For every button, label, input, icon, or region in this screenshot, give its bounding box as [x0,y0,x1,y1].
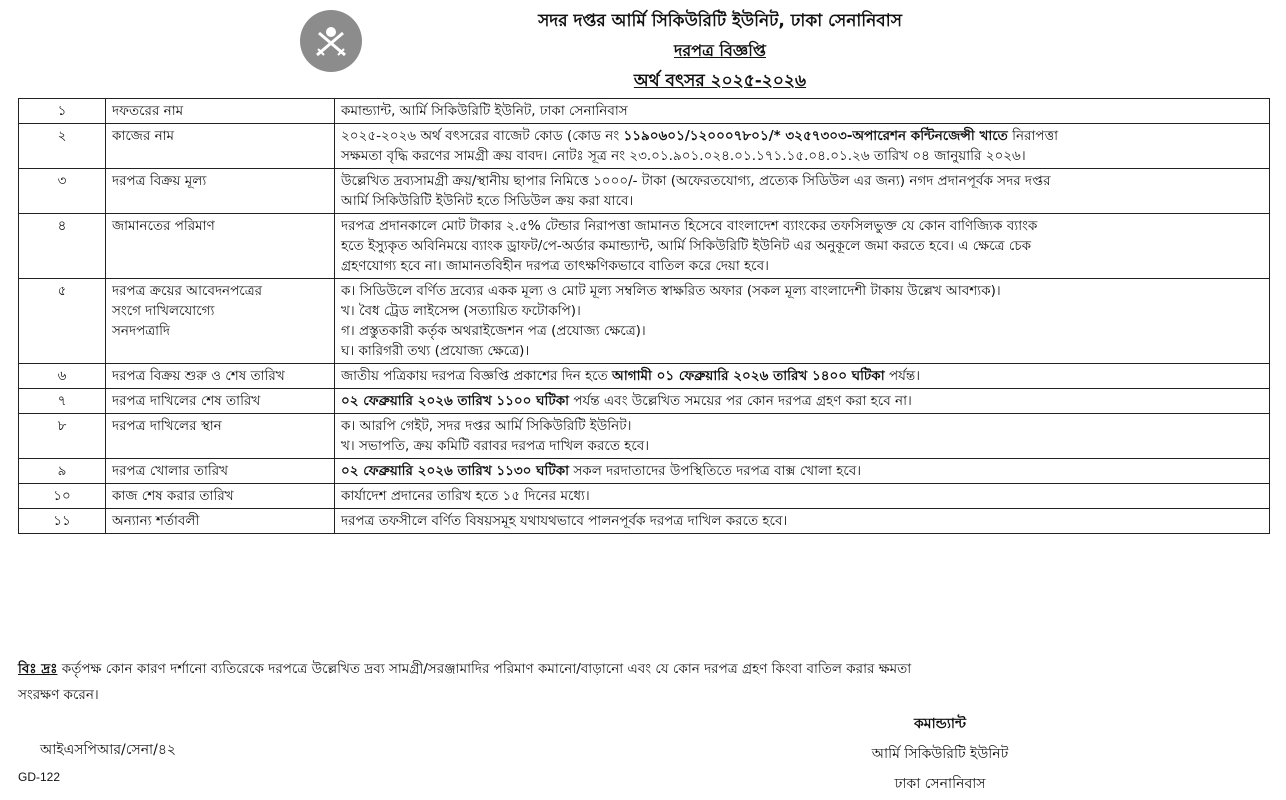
table-row [19,484,1270,509]
row-detail: ০২ ফেব্রুয়ারি ২০২৬ তারিখ ১১৩০ ঘটিকা সকল দরদাতাদের উপস্থিতিতে দরপত্র বাক্স খোলা হবে। [335,459,1270,484]
crossed-swords-emblem-icon [300,10,362,72]
row-label: দরপত্র ক্রয়ের আবেদনপত্রের সংগে দাখিলযোগ্যে সনদপত্রাদি [106,279,335,364]
row-label: কাজের নাম [106,124,335,169]
row-serial: ৭ [19,389,106,414]
reference-number: আইএসপিআর/সেনা/৪২ [40,742,177,758]
row-detail: দরপত্র প্রদানকালে মোট টাকার ২.৫% টেন্ডার নিরাপত্তা জামানত হিসেবে বাংলাদেশ ব্যাংকের তফসিলভুক্ত যে কোন বাণিজ্যিক ব্যাংক হতে ইস্যুকৃত অবিনিময়ে ব্যাংক ড্রাফট/পে-অর্ডার কমান্ড্যান্ট, আর্মি সিকিউরিটি ইউনিট এর অনুকূলে জমা করতে হবে। এ ক্ষেত্রে চেক গ্রহণযোগ্য হবে না। জামানতবিহীন দরপত্র তাৎক্ষণিকভাবে বাতিল করে দেয়া হবে। [335,214,1270,279]
table-row [19,124,1270,169]
row-serial: ১০ [19,484,106,509]
row-serial: ২ [19,124,106,169]
table-row [19,509,1270,534]
row-detail: ০২ ফেব্রুয়ারি ২০২৬ তারিখ ১১০০ ঘটিকা পর্যন্ত এবং উল্লেখিত সময়ের পর কোন দরপত্র গ্রহণ করা হবে না। [335,389,1270,414]
row-detail: ২০২৫-২০২৬ অর্থ বৎসরের বাজেট কোড (কোড নং ১১৯০৬০১/১২০০০৭৮০১/* ৩২৫৭৩০৩-অপারেশন কন্টিনজেন্সী খাতে নিরাপত্তা সক্ষমতা বৃদ্ধি করণের সামগ্রী ক্রয় বাবদ। নোটঃ সূত্র নং ২৩.০১.৯০১.০২৪.০১.১৭১.১৫.০৪.০১.২৬ তারিখ ০৪ জানুয়ারি ২০২৬। [335,124,1270,169]
row-label: দরপত্র দাখিলের স্থান [106,414,335,459]
row-serial: ১ [19,99,106,124]
row-label: দরপত্র খোলার তারিখ [106,459,335,484]
row-label: দরপত্র দাখিলের শেষ তারিখ [106,389,335,414]
footnote-text-cont: সংরক্ষণ করেন। [18,687,99,703]
row-detail: উল্লেখিত দ্রব্যসামগ্রী ক্রয়/স্থানীয় ছাপার নিমিত্তে ১০০০/- টাকা (অফেরতযোগ্য, প্রত্যেক সিডিউল এর জন্য) নগদ প্রদানপূর্বক সদর দপ্তর আর্মি সিকিউরিটি ইউনিট হতে সিডিউল ক্রয় করা যাবে। [335,169,1270,214]
tender-table [18,98,1270,534]
office-heading: সদর দপ্তর আর্মি সিকিউরিটি ইউনিট, ঢাকা সেনানিবাস [538,11,902,31]
row-label: দরপত্র বিক্রয় শুরু ও শেষ তারিখ [106,364,335,389]
row-serial: ৪ [19,214,106,279]
table-row [19,214,1270,279]
row-label: অন্যান্য শর্তাবলী [106,509,335,534]
row-label: দফতরের নাম [106,99,335,124]
row-label: কাজ শেষ করার তারিখ [106,484,335,509]
row-detail: কার্যাদেশ প্রদানের তারিখ হতে ১৫ দিনের মধ্যে। [335,484,1270,509]
table-row [19,169,1270,214]
row-detail: জাতীয় পত্রিকায় দরপত্র বিজ্ঞপ্তি প্রকাশের দিন হতে আগামী ০১ ফেব্রুয়ারি ২০২৬ তারিখ ১৪০০ ঘটিকা পর্যন্ত। [335,364,1270,389]
row-serial: ৮ [19,414,106,459]
row-label: জামানতের পরিমাণ [106,214,335,279]
row-serial: ৩ [19,169,106,214]
signatory-unit: আর্মি সিকিউরিটি ইউনিট [871,746,1009,762]
fiscal-year-title: অর্থ বৎসর ২০২৫-২০২৬ [633,71,807,91]
row-serial: ৯ [19,459,106,484]
footnote-tag: বিঃ দ্রঃ [18,661,58,677]
footnote-text: কর্তৃপক্ষ কোন কারণ দর্শানো ব্যতিরেকে দরপত্রে উল্লেখিত দ্রব্য সামগ্রী/সরঞ্জামাদির পরিমাণ কমানো/বাড়ানো এবং যে কোন দরপত্র গ্রহণ কিংবা বাতিল করার ক্ষমতা [57,661,912,677]
table-row [19,389,1270,414]
row-label: দরপত্র বিক্রয় মূল্য [106,169,335,214]
row-serial: ৬ [19,364,106,389]
table-row [19,279,1270,364]
row-serial: ১১ [19,509,106,534]
table-row [19,364,1270,389]
signatory-title: কমান্ড্যান্ট [914,716,966,732]
footnote [18,656,1270,708]
row-detail: ক। আরপি গেইট, সদর দপ্তর আর্মি সিকিউরিটি ইউনিট। খ। সভাপতি, ক্রয় কমিটি বরাবর দরপত্র দাখিল করতে হবে। [335,414,1270,459]
row-detail: কমান্ড্যান্ট, আর্মি সিকিউরিটি ইউনিট, ঢাকা সেনানিবাস [335,99,1270,124]
document-code: GD-122 [18,770,61,784]
notice-title: দরপত্র বিজ্ঞপ্তি [674,41,766,60]
table-row [19,414,1270,459]
table-row [19,459,1270,484]
signatory-location: ঢাকা সেনানিবাস [894,776,986,792]
row-detail: ক। সিডিউলে বর্ণিত দ্রব্যের একক মূল্য ও মোট মূল্য সম্বলিত স্বাক্ষরিত অফার (সকল মূল্য বাংলাদেশী টাকায় উল্লেখ আবশ্যক)। খ। বৈধ ট্রেড লাইসেন্স (সত্যায়িত ফটোকপি)। গ। প্রস্তুতকারী কর্তৃক অথরাইজেশন পত্র (প্রযোজ্য ক্ষেত্রে)। ঘ। কারিগরী তথ্য (প্রযোজ্য ক্ষেত্রে)। [335,279,1270,364]
row-serial: ৫ [19,279,106,364]
row-detail: দরপত্র তফসীলে বর্ণিত বিষয়সমূহ যথাযথভাবে পালনপূর্বক দরপত্র দাখিল করতে হবে। [335,509,1270,534]
table-row [19,99,1270,124]
